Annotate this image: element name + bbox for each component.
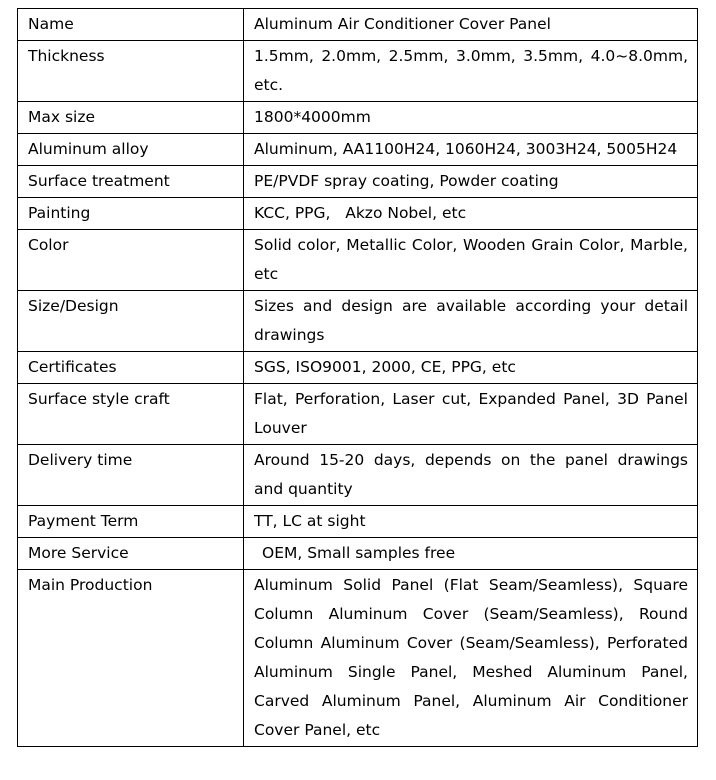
row-label: More Service: [18, 538, 244, 570]
row-value: Aluminum Solid Panel (Flat Seam/Seamless), Square Column Aluminum Cover (Seam/Seamless), Round Column Aluminum Cover (Seam/Seamless), Perforated Aluminum Single Panel, Meshed Aluminum Panel, Carved Aluminum Panel, Aluminum Air Conditioner Cover Panel, etc: [244, 570, 698, 747]
table-row: [18, 134, 698, 166]
table-row: [18, 9, 698, 41]
row-value: SGS, ISO9001, 2000, CE, PPG, etc: [244, 352, 698, 384]
row-label: Payment Term: [18, 506, 244, 538]
table-row: [18, 352, 698, 384]
table-row: [18, 291, 698, 352]
table-row: [18, 230, 698, 291]
table-row: [18, 166, 698, 198]
row-label: Painting: [18, 198, 244, 230]
row-label: Main Production: [18, 570, 244, 747]
row-value: PE/PVDF spray coating, Powder coating: [244, 166, 698, 198]
row-value: 1800*4000mm: [244, 102, 698, 134]
row-value: TT, LC at sight: [244, 506, 698, 538]
row-label: Max size: [18, 102, 244, 134]
row-label: Name: [18, 9, 244, 41]
row-label: Delivery time: [18, 445, 244, 506]
row-value: 1.5mm, 2.0mm, 2.5mm, 3.0mm, 3.5mm, 4.0~8.0mm, etc.: [244, 41, 698, 102]
row-label: Surface treatment: [18, 166, 244, 198]
row-value: Around 15-20 days, depends on the panel drawings and quantity: [244, 445, 698, 506]
table-row: [18, 384, 698, 445]
row-value: Flat, Perforation, Laser cut, Expanded Panel, 3D Panel Louver: [244, 384, 698, 445]
row-value: KCC, PPG, Akzo Nobel, etc: [244, 198, 698, 230]
table-row: [18, 506, 698, 538]
table-row: [18, 198, 698, 230]
row-label: Surface style craft: [18, 384, 244, 445]
product-spec-table: [17, 8, 698, 747]
row-value: OEM, Small samples free: [244, 538, 698, 570]
row-value: Aluminum Air Conditioner Cover Panel: [244, 9, 698, 41]
table-row: [18, 41, 698, 102]
table-row: [18, 538, 698, 570]
table-row: [18, 102, 698, 134]
row-value: Solid color, Metallic Color, Wooden Grain Color, Marble, etc: [244, 230, 698, 291]
row-label: Thickness: [18, 41, 244, 102]
row-label: Size/Design: [18, 291, 244, 352]
table-row: [18, 570, 698, 747]
row-label: Certificates: [18, 352, 244, 384]
row-value: Sizes and design are available according your detail drawings: [244, 291, 698, 352]
table-row: [18, 445, 698, 506]
row-label: Color: [18, 230, 244, 291]
row-value: Aluminum, AA1100H24, 1060H24, 3003H24, 5005H24: [244, 134, 698, 166]
row-label: Aluminum alloy: [18, 134, 244, 166]
